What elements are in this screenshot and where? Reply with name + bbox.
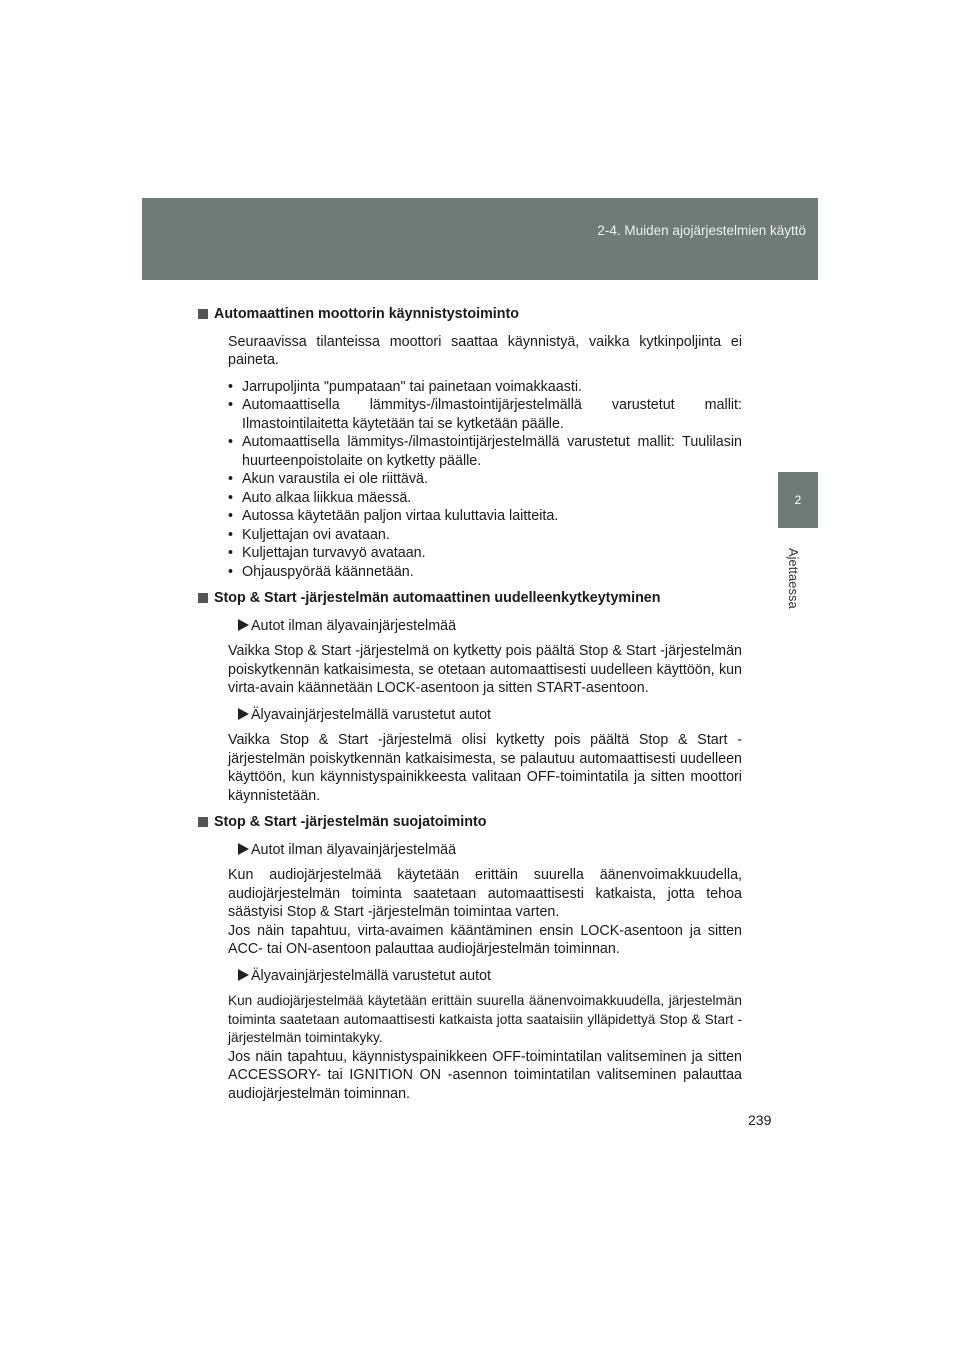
triangle-arrow-icon [238, 969, 249, 981]
square-bullet-icon [198, 309, 208, 319]
bullet-list [214, 378, 742, 582]
chapter-tab [778, 472, 818, 528]
list-item: • Jarrupoljinta "pumpataan" tai painetaan voimakkaasti. [228, 378, 742, 397]
square-bullet-icon [198, 817, 208, 827]
subheading: Älyavainjärjestelmällä varustetut autot [214, 706, 742, 725]
list-item: • Kuljettajan ovi avataan. [228, 526, 742, 545]
paragraph: Seuraavissa tilanteissa moottori saattaa käynnistyä, vaikka kytkinpoljinta ei paineta. [228, 333, 742, 368]
triangle-arrow-icon [238, 708, 249, 720]
subheading: Älyavainjärjestelmällä varustetut autot [214, 967, 742, 986]
list-item: • Akun varaustila ei ole riittävä. [228, 470, 742, 489]
section-title: 2-4. Muiden ajojärjestelmien käyttö [597, 223, 806, 238]
page-content [214, 305, 742, 1111]
list-item: • Auto alkaa liikkua mäessä. [228, 489, 742, 508]
list-item: • Ohjauspyörää käännetään. [228, 563, 742, 582]
page-number: 239 [748, 1112, 772, 1128]
subheading: Autot ilman älyavainjärjestelmää [214, 841, 742, 860]
chapter-label: Ajettaessa [786, 548, 801, 609]
triangle-arrow-icon [238, 619, 249, 631]
list-item: • Autossa käytetään paljon virtaa kuluttavia laitteita. [228, 507, 742, 526]
paragraph: Vaikka Stop & Start -järjestelmä on kytketty pois päältä Stop & Start -järjestelmän poiskytkennän katkaisimesta, se otetaan automaattisesti uudelleen käyttöön, kun virta-avain käännetään LOCK-asentoon ja sitten START-asentoon. [228, 643, 742, 696]
paragraph: Kun audiojärjestelmää käytetään erittäin suurella äänenvoimakkuudella, järjestelmän toiminta saatetaan automaattisesti katkaista jotta saataisiin ylläpidettyä Stop & Start -järjestelmän toimintakyky. [228, 993, 742, 1045]
list-item: • Automaattisella lämmitys-/ilmastointijärjestelmällä varustetut mallit: Ilmastointilaitetta käytetään tai se kytketään päälle. [228, 396, 742, 433]
section-heading: Stop & Start -järjestelmän automaattinen uudelleenkytkeytyminen [198, 589, 742, 608]
chapter-number: 2 [794, 493, 802, 507]
triangle-arrow-icon [238, 843, 249, 855]
paragraph: Jos näin tapahtuu, virta-avaimen kääntäminen ensin LOCK-asentoon ja sitten ACC- tai ON-asentoon palauttaa audiojärjestelmän toiminnan. [228, 922, 742, 957]
paragraph: Kun audiojärjestelmää käytetään erittäin suurella äänenvoimakkuudella, audiojärjestelmän toiminta saatetaan automaattisesti katkaista, jotta tehoa säästyisi Stop & Start -järjestelmän toimintaa varten. [228, 867, 742, 920]
header-bar [142, 198, 818, 280]
paragraph: Vaikka Stop & Start -järjestelmä olisi kytketty pois päältä Stop & Start -järjestelmän poiskytkennän katkaisimesta, se palautuu automaattisesti uudelleen käyttöön, kun käynnistyspainikkeesta valitaan OFF-toimintatila ja sitten moottori käynnistetään. [228, 732, 742, 804]
square-bullet-icon [198, 593, 208, 603]
section-heading: Automaattinen moottorin käynnistystoiminto [198, 305, 742, 324]
subheading: Autot ilman älyavainjärjestelmää [214, 617, 742, 636]
paragraph: Jos näin tapahtuu, käynnistyspainikkeen OFF-toimintatilan valitseminen ja sitten ACCESSORY- tai IGNITION ON -asennon toimintatilan valitseminen palauttaa audiojärjestelmän toiminnan. [228, 1048, 742, 1102]
section-heading: Stop & Start -järjestelmän suojatoiminto [198, 813, 742, 832]
list-item: • Kuljettajan turvavyö avataan. [228, 544, 742, 563]
list-item: • Automaattisella lämmitys-/ilmastointijärjestelmällä varustetut mallit: Tuulilasin huurteenpoistolaite on kytketty päälle. [228, 433, 742, 470]
